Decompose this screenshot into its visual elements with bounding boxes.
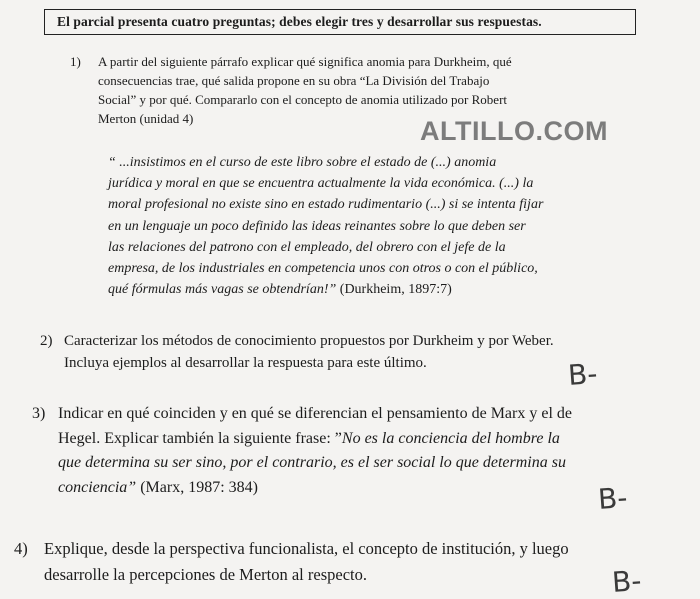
quote-line-last [108, 279, 656, 300]
handwritten-grade: B- [610, 564, 643, 599]
question-number: 1) [70, 54, 81, 69]
quote-line: “ ...insistimos en el curso de este libro sobre el estado de (...) anomia [108, 155, 497, 170]
question-line: Incluya ejemplos al desarrollar la respuesta para este último. [64, 355, 427, 371]
instructions-box [44, 9, 636, 35]
handwritten-grade: B- [596, 481, 629, 516]
quote-line: empresa, de los industriales en competencia unos con otros o con el público, [108, 261, 538, 277]
durkheim-quote [108, 152, 656, 300]
question-number: 3) [32, 405, 46, 422]
instructions-text: El parcial presenta cuatro preguntas; debes elegir tres y desarrollar sus respuestas. [57, 14, 542, 29]
question-3 [32, 402, 672, 500]
quote-text: qué fórmulas más vagas se obtendrían!” [108, 282, 337, 298]
question-line: consecuencias trae, qué salida propone en su obra “La División del Trabajo [98, 73, 490, 88]
handwritten-grade: B- [566, 357, 599, 392]
quote-line: en un lenguaje un poco definido las ideas reinantes sobre lo que deben ser [108, 218, 526, 234]
question-line: Indicar en qué coinciden y en qué se diferencian el pensamiento de Marx y el de [58, 405, 573, 422]
question-line: A partir del siguiente párrafo explicar qué significa anomia para Durkheim, qué [98, 54, 512, 69]
question-line: Merton (unidad 4) [98, 111, 194, 126]
question-text: Hegel. Explicar también la siguiente frase: ” [58, 429, 342, 447]
question-line: Caracterizar los métodos de conocimiento propuestos por Durkheim y por Weber. [64, 333, 554, 349]
question-number: 2) [40, 333, 53, 349]
quote-line: las relaciones del patrono con el empleado, del obrero con el jefe de la [108, 239, 506, 255]
quote-line: jurídica y moral en que se encuentra actualmente la vida económica. (...) la [108, 176, 534, 192]
question-1 [70, 52, 650, 128]
marx-citation: (Marx, 1987: 384) [136, 478, 258, 496]
question-line: Explique, desde la perspectiva funcionalista, el concepto de institución, y luego [44, 539, 569, 558]
marx-quote-line: que determina su ser sino, por el contrario, es el ser social lo que determina su [58, 454, 566, 471]
question-4 [14, 536, 694, 588]
question-line [58, 427, 672, 452]
question-line: desarrolle la percepciones de Merton al respecto. [44, 565, 367, 584]
quote-citation: (Durkheim, 1897:7) [336, 282, 452, 298]
quote-line: moral profesional no existe sino en estado rudimentario (...) si se intenta fijar [108, 197, 544, 213]
question-line [58, 476, 672, 501]
marx-quote-text: No es la conciencia del hombre la [341, 429, 560, 447]
watermark: ALTILLO.COM [420, 116, 608, 146]
question-number: 4) [14, 539, 28, 558]
question-line: Social” y por qué. Compararlo con el concepto de anomia utilizado por Robert [98, 92, 508, 107]
marx-quote-text: conciencia” [58, 478, 137, 496]
